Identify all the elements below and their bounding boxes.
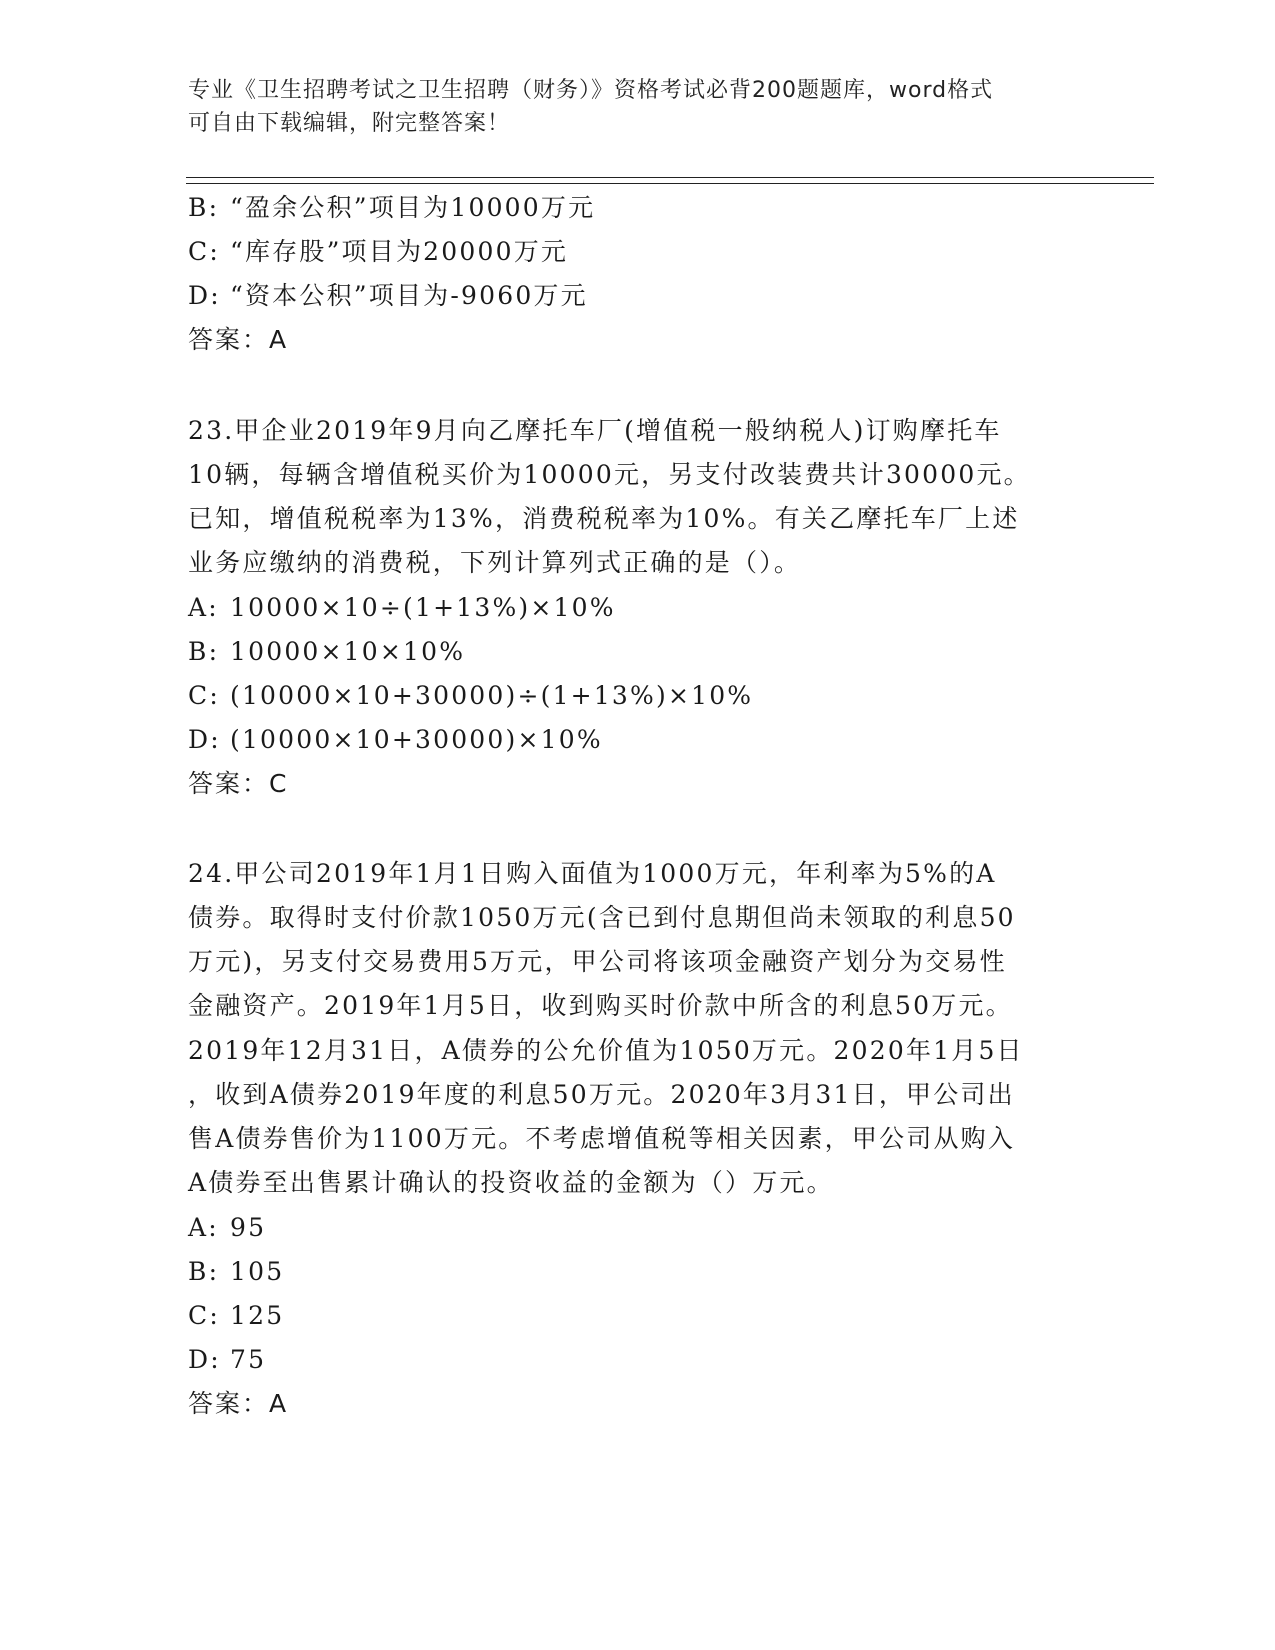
option-text: 95 [230,1213,267,1242]
option-letter: D: [188,725,221,754]
q24-option-c [188,1299,284,1333]
q24-line-2: 债券。取得时支付价款1050万元(含已到付息期但尚未领取的利息50 [188,903,1016,932]
option-text: 125 [230,1301,285,1330]
option-letter: C: [188,681,220,710]
prev-answer: 答案：A [188,325,289,354]
q24-line-8: A债券至出售累计确认的投资收益的金额为（）万元。 [188,1168,834,1197]
prev-option-b [188,191,595,225]
option-letter: B: [188,637,220,666]
q23-option-d [188,723,603,757]
q24-line-3: 万元)，另支付交易费用5万元，甲公司将该项金融资产划分为交易性 [188,947,1007,976]
prev-option-c [188,235,568,269]
q23-line-1: 23.甲企业2019年9月向乙摩托车厂(增值税一般纳税人)订购摩托车 [188,416,1002,445]
option-text: (10000×10+30000)×10% [230,725,603,754]
option-letter: B: [188,1257,220,1286]
q24-option-d [188,1343,266,1377]
option-letter: D: [188,281,221,310]
q24-line-6: ，收到A债券2019年度的利息50万元。2020年3月31日，甲公司出 [188,1080,1015,1109]
option-text: (10000×10+30000)÷(1+13%)×10% [230,681,754,710]
q23-option-b [188,635,465,669]
option-text: 10000×10÷(1+13%)×10% [230,593,616,622]
option-text: 75 [230,1345,267,1374]
option-letter: B: [188,193,220,222]
option-text: “库存股”项目为20000万元 [230,237,569,266]
option-text: 105 [230,1257,285,1286]
option-letter: C: [188,237,220,266]
q24-line-5: 2019年12月31日，A债券的公允价值为1050万元。2020年1月5日 [188,1036,1024,1065]
q24-option-a [188,1211,266,1245]
header-divider-bottom [186,183,1154,184]
option-letter: A: [188,1213,219,1242]
q24-line-1: 24.甲公司2019年1月1日购入面值为1000万元，年利率为5%的A [188,859,997,888]
q23-option-a [188,591,616,625]
option-letter: A: [188,593,219,622]
option-letter: C: [188,1301,220,1330]
q23-option-c [188,679,753,713]
prev-option-d [188,279,588,313]
q24-line-7: 售A债券售价为1100万元。不考虑增值税等相关因素，甲公司从购入 [188,1124,1016,1153]
header-divider-top [186,177,1154,178]
option-text: 10000×10×10% [230,637,466,666]
q24-option-b [188,1255,284,1289]
q23-answer: 答案：C [188,769,289,798]
q23-line-3: 已知，增值税税率为13%，消费税税率为10%。有关乙摩托车厂上述 [188,504,1020,533]
header-line-1: 专业《卫生招聘考试之卫生招聘（财务）》资格考试必背200题题库，word格式 [188,78,994,103]
header-line-2: 可自由下载编辑，附完整答案！ [188,111,511,136]
q23-line-2: 10辆，每辆含增值税买价为10000元，另支付改装费共计30000元。 [188,460,1031,489]
q24-answer: 答案：A [188,1389,289,1418]
document-header [188,74,1088,140]
option-text: “盈余公积”项目为10000万元 [230,193,596,222]
q23-line-4: 业务应缴纳的消费税，下列计算列式正确的是（）。 [188,548,802,577]
option-letter: D: [188,1345,221,1374]
option-text: “资本公积”项目为-9060万元 [230,281,588,310]
q24-line-4: 金融资产。2019年1月5日，收到购买时价款中所含的利息50万元。 [188,991,1013,1020]
